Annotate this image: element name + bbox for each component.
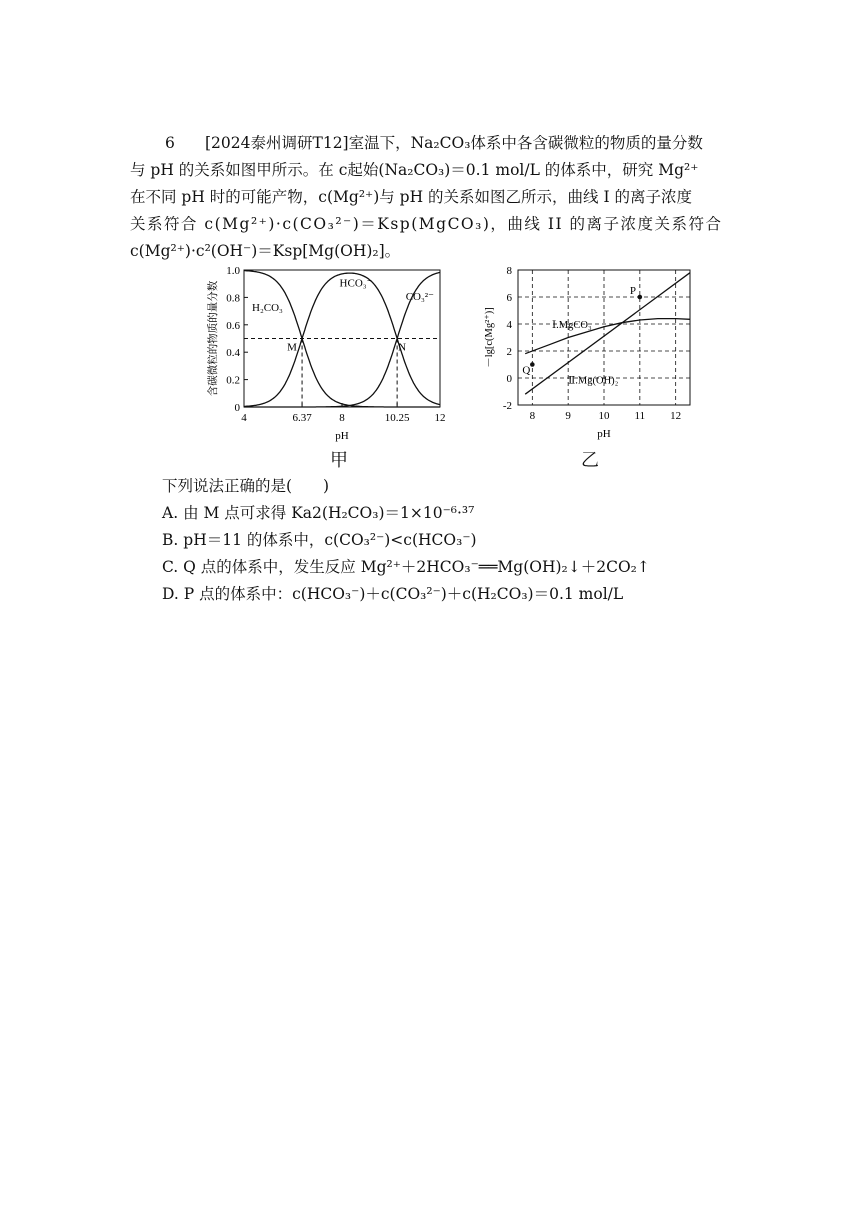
y-tick-label: 6 <box>506 292 512 304</box>
question-number: 6 <box>165 134 175 152</box>
caption-yi: 乙 <box>581 450 599 471</box>
option-c: C. Q 点的体系中，发生反应 Mg²⁺＋2HCO₃⁻══Mg(OH)₂↓＋2CO₂↑ <box>162 558 650 576</box>
series-label: HCO₃⁻ <box>339 277 373 290</box>
options-list <box>162 473 650 608</box>
y-tick-label: 1.0 <box>226 265 240 277</box>
stem-line-2: 与 pH 的关系如图甲所示。在 c起始(Na₂CO₃)＝0.1 mol/L 的体系中，研究 Mg²⁺ <box>130 161 699 179</box>
series-label: H₂CO₃ <box>252 302 283 315</box>
caption-jia: 甲 <box>330 450 348 471</box>
y-tick-label: 0 <box>234 402 240 414</box>
point-label: Q <box>522 364 531 377</box>
y-tick-label: 0.8 <box>226 292 240 305</box>
point-label: M <box>287 341 297 354</box>
y-tick-label: 4 <box>506 319 512 331</box>
x-tick-label: 6.37 <box>292 412 312 424</box>
data-point <box>530 362 535 367</box>
x-tick-label: 4 <box>241 412 247 424</box>
y-tick-label: -2 <box>502 400 512 412</box>
question-stem <box>130 130 730 265</box>
y-tick-label: 0.6 <box>226 319 240 332</box>
question-source: [2024泰州调研T12] <box>205 134 349 152</box>
stem-line-4: 关系符合 c(Mg²⁺)·c(CO₃²⁻)＝Ksp(MgCO₃)，曲线 II 的离子浓度关系符合 <box>130 215 723 233</box>
y-tick-label: 0.4 <box>226 347 240 360</box>
y-tick-label: 0.2 <box>226 374 240 387</box>
x-tick-label: 12 <box>670 410 682 422</box>
option-d: D. P 点的体系中：c(HCO₃⁻)＋c(CO₃²⁻)＋c(H₂CO₃)＝0.1 mol/L <box>162 585 624 603</box>
y-tick-label: 8 <box>506 265 512 277</box>
y-axis-label: 含碳微粒的物质的量分数 <box>208 280 219 397</box>
chart-yi <box>480 262 705 451</box>
point-label: N <box>398 341 407 354</box>
series-label: CO₃²⁻ <box>405 291 434 304</box>
y-axis-label: －lg[c(Mg²⁺)] <box>484 307 495 368</box>
option-b: B. pH＝11 的体系中，c(CO₃²⁻)<c(HCO₃⁻) <box>162 531 477 549</box>
chart-yi-svg <box>480 262 705 447</box>
x-tick-label: 12 <box>434 412 446 424</box>
y-tick-label: 0 <box>506 373 512 385</box>
x-tick-label: 10.25 <box>384 412 410 424</box>
question-prompt: 下列说法正确的是( ) <box>162 477 330 495</box>
x-axis-label: pH <box>597 428 611 440</box>
x-axis-label: pH <box>335 430 349 442</box>
x-tick-label: 9 <box>565 410 571 422</box>
stem-line-5: c(Mg²⁺)·c²(OH⁻)＝Ksp[Mg(OH)₂]。 <box>130 242 401 260</box>
option-a: A. 由 M 点可求得 Ka2(H₂CO₃)＝1×10⁻⁶·³⁷ <box>162 504 475 522</box>
x-tick-label: 8 <box>339 412 345 424</box>
x-tick-label: 10 <box>598 410 610 422</box>
chart-jia <box>200 262 450 451</box>
point-label: P <box>629 285 636 297</box>
stem-line-3: 在不同 pH 时的可能产物，c(Mg²⁺)与 pH 的关系如图乙所示，曲线 I 的离子浓度 <box>130 188 693 206</box>
y-tick-label: 2 <box>506 346 512 358</box>
x-tick-label: 11 <box>634 410 646 422</box>
data-point <box>638 295 643 300</box>
chart-jia-svg <box>200 262 450 447</box>
x-tick-label: 8 <box>529 410 536 422</box>
stem-line-1: 6 [2024泰州调研T12]室温下，Na₂CO₃体系中各含碳微粒的物质的量分数 <box>130 130 730 157</box>
series-label: Ⅱ.Mg(OH)₂ <box>568 375 619 387</box>
series-label: Ⅰ.MgCO₃ <box>552 320 592 332</box>
